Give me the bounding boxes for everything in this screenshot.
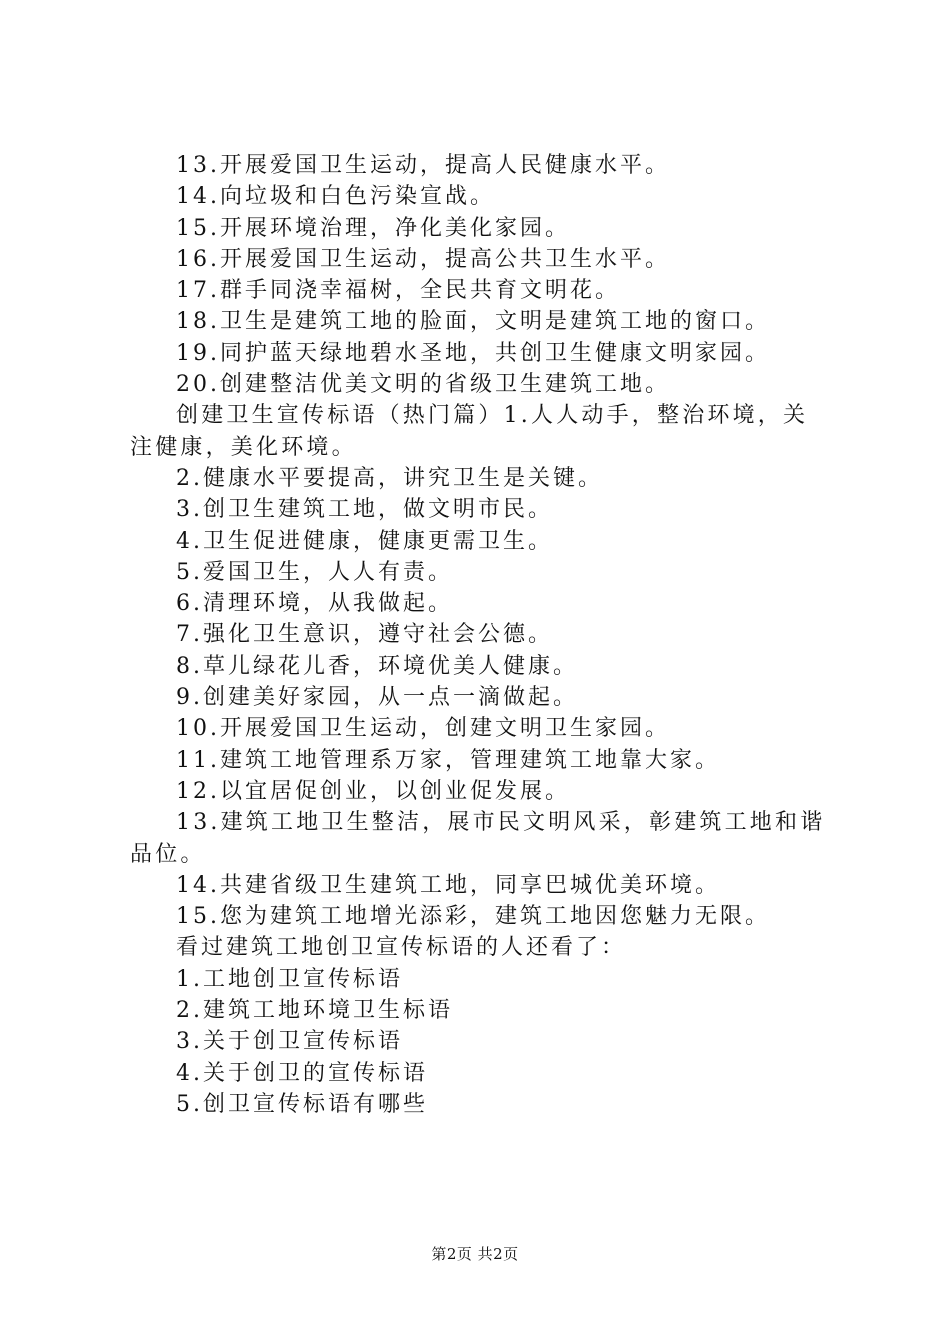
paragraph-line: 15.您为建筑工地增光添彩，建筑工地因您魅力无限。 [176,904,770,930]
paragraph-line: 4.卫生促进健康，健康更需卫生。 [176,528,553,554]
related-item: 3.关于创卫宣传标语 [176,1029,403,1055]
related-item: 5.创卫宣传标语有哪些 [176,1091,428,1117]
paragraph-line: 5.爱国卫生，人人有责。 [176,559,453,585]
paragraph-line: 13.开展爱国卫生运动，提高人民健康水平。 [176,153,670,178]
paragraph-line: 11.建筑工地管理系万家，管理建筑工地靠大家。 [176,747,720,773]
paragraph-line: 7.强化卫生意识，遵守社会公德。 [176,622,553,648]
document-body [130,150,830,1120]
paragraph-line: 14.向垃圾和白色污染宣战。 [176,184,495,210]
paragraph-line: 2.健康水平要提高，讲究卫生是关键。 [176,465,603,491]
paragraph-line: 12.以宜居促创业，以创业促发展。 [176,778,570,804]
paragraph-line: 6.清理环境，从我做起。 [176,591,453,617]
paragraph-line: 3.创卫生建筑工地，做文明市民。 [176,497,553,523]
related-item: 4.关于创卫的宣传标语 [176,1060,428,1086]
paragraph-line: 9.创建美好家园，从一点一滴做起。 [176,685,578,711]
paragraph-line: 20.创建整洁优美文明的省级卫生建筑工地。 [176,372,670,398]
paragraph-line: 19.同护蓝天绿地碧水圣地，共创卫生健康文明家园。 [176,340,770,366]
related-item: 1.工地创卫宣传标语 [176,966,403,992]
paragraph-line: 10.开展爱国卫生运动，创建文明卫生家园。 [176,716,670,742]
related-item: 2.建筑工地环境卫生标语 [176,998,453,1024]
paragraph-line: 8.草儿绿花儿香，环境优美人健康。 [176,653,578,679]
paragraph-line: 18.卫生是建筑工地的脸面，文明是建筑工地的窗口。 [176,309,770,335]
paragraph-line: 15.开展环境治理，净化美化家园。 [176,215,570,241]
paragraph-line: 13.建筑工地卫生整洁，展市民文明风采，彰建筑工地和谐品位。 [130,810,826,867]
paragraph-line: 16.开展爱国卫生运动，提高公共卫生水平。 [176,246,670,272]
section-heading-paragraph: 创建卫生宣传标语（热门篇）1.人人动手，整治环境，关注健康，美化环境。 [130,403,809,460]
page-footer: 第2页 共2页 [431,1245,519,1263]
paragraph-line: 14.共建省级卫生建筑工地，同享巴城优美环境。 [176,872,720,898]
paragraph-line: 17.群手同浇幸福树，全民共育文明花。 [176,278,620,304]
related-heading: 看过建筑工地创卫宣传标语的人还看了： [176,935,627,961]
